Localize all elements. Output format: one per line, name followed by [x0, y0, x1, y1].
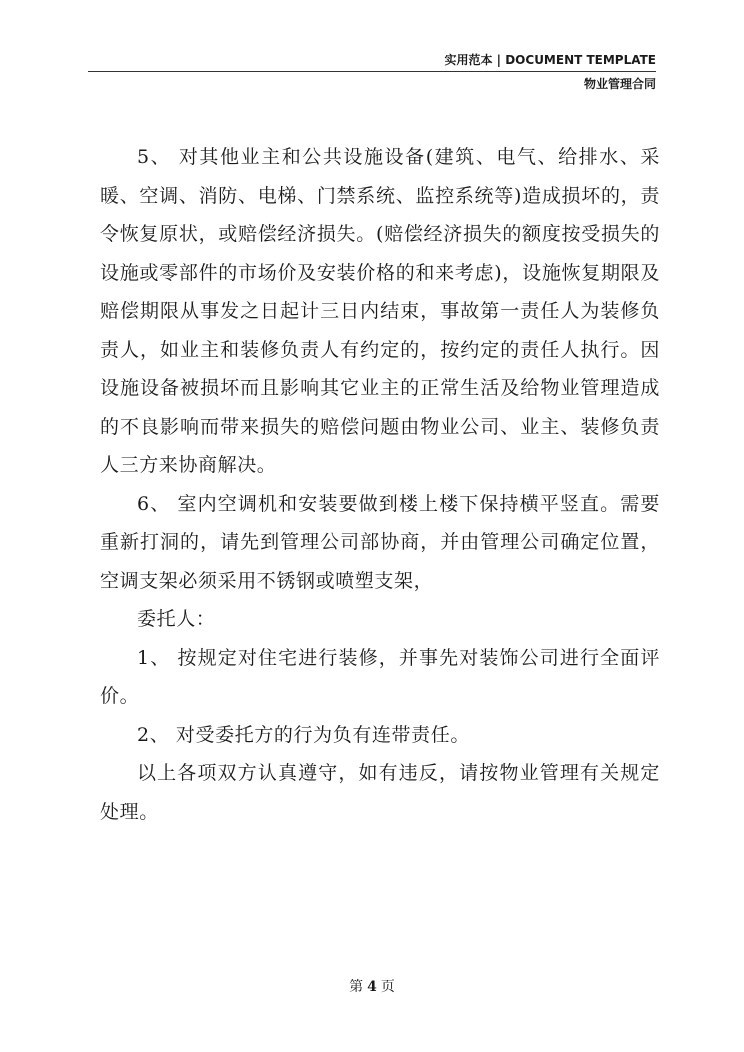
paragraph-clause-5: 5、 对其他业主和公共设施设备(建筑、电气、给排水、采暖、空调、消防、电梯、门禁系统、监控系统等)造成损坏的，责令恢复原状，或赔偿经济损失。(赔偿经济损失的额度按受损失的设施或零部件的市场价及安装价格的和来考虑)，设施恢复期限及赔偿期限从事发之日起计三日内结束，事故第一责任人为装修负责人，如业主和装修负责人有约定的，按约定的责任人执行。因设施设备被损坏而且影响其它业主的正常生活及给物业管理造成的不良影响而带来损失的赔偿问题由物业公司、业主、装修负责人三方来协商解决。 — [100, 146, 660, 476]
page-footer — [0, 976, 744, 996]
paragraph-client-item-1: 1、 按规定对住宅进行装修，并事先对装饰公司进行全面评价。 — [100, 646, 660, 707]
paragraph-closing: 以上各项双方认真遵守，如有违反，请按物业管理有关规定处理。 — [100, 762, 660, 823]
page-number: 4 — [367, 979, 377, 995]
header-title: 实用范本 | DOCUMENT TEMPLATE — [444, 53, 656, 67]
header-subtitle: 物业管理合同 — [583, 77, 656, 91]
footer-prefix: 第 — [349, 979, 364, 995]
paragraph-clause-6: 6、 室内空调机和安装要做到楼上楼下保持横平竖直。需要重新打洞的，请先到管理公司部协商，并由管理公司确定位置，空调支架必须采用不锈钢或喷塑支架， — [100, 492, 660, 592]
header-divider — [88, 71, 656, 72]
document-body — [100, 138, 660, 831]
page-header — [88, 52, 656, 92]
footer-suffix: 页 — [380, 979, 395, 995]
paragraph-client-heading: 委托人： — [137, 608, 216, 630]
paragraph-client-item-2: 2、 对受委托方的行为负有连带责任。 — [137, 723, 470, 746]
